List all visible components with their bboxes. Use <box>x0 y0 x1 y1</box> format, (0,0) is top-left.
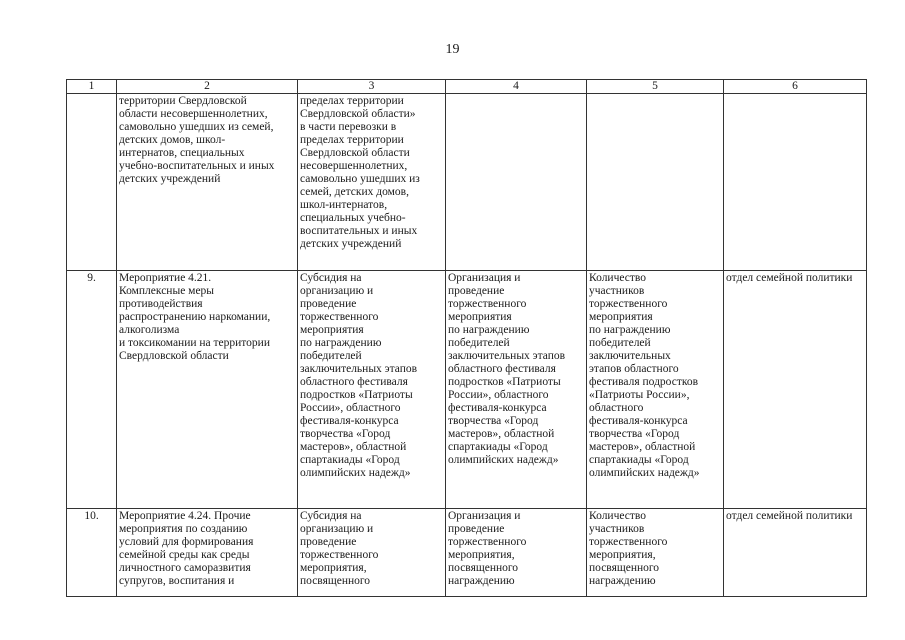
responsible-cell <box>724 271 867 509</box>
table-row <box>67 509 867 597</box>
measure-name: территории Свердловской области несовершеннолетних, самовольно ушедших из семей, детских домов, школ- интернатов, специальных учебно-воспитательных и иных детских учреждений <box>119 95 275 185</box>
header-col-4: 4 <box>446 80 587 94</box>
subsidy-cell <box>298 271 446 509</box>
responsible-cell <box>724 94 867 271</box>
measure-name-cell <box>117 509 298 597</box>
table-row <box>67 271 867 509</box>
responsible-text: отдел семейной политики <box>726 510 853 522</box>
subsidy-cell <box>298 509 446 597</box>
measure-name-cell <box>117 271 298 509</box>
subsidy-text: Субсидия на организацию и проведение торжественного мероприятия, посвященного <box>300 510 379 587</box>
table-row <box>67 94 867 271</box>
header-row <box>67 80 867 94</box>
measure-name: Мероприятие 4.21. Комплексные меры противодействия распространению наркомании, алкоголизма и токсикомании на территории Свердловской области <box>119 272 271 362</box>
header-col-1: 1 <box>67 80 117 94</box>
header-col-3: 3 <box>298 80 446 94</box>
activity-cell <box>446 271 587 509</box>
indicator-text: Количество участников торжественного мероприятия, посвященного награждению <box>589 510 668 587</box>
indicator-cell <box>587 94 724 271</box>
row-number: 9. <box>67 271 117 509</box>
subsidy-text: Субсидия на организацию и проведение торжественного мероприятия по награждению победителей заключительных этапов областного фестиваля подростков «Патриоты России», областного фестиваля-конкурса творчества «Город мастеров», областной спартакиады «Город олимпийских надежд» <box>300 272 418 479</box>
indicator-cell <box>587 509 724 597</box>
measures-table <box>66 79 867 597</box>
header-col-5: 5 <box>587 80 724 94</box>
header-col-2: 2 <box>117 80 298 94</box>
activity-cell <box>446 94 587 271</box>
measure-name: Мероприятие 4.24. Прочие мероприятия по созданию условий для формирования семейной среды как среды личностного саморазвития супругов, воспитания и <box>119 510 254 587</box>
subsidy-cell <box>298 94 446 271</box>
indicator-cell <box>587 271 724 509</box>
activity-text: Организация и проведение торжественного мероприятия, посвященного награждению <box>448 510 527 587</box>
page-number: 19 <box>445 42 460 57</box>
header-col-6: 6 <box>724 80 867 94</box>
row-number <box>67 94 117 271</box>
measure-name-cell <box>117 94 298 271</box>
responsible-text: отдел семейной политики <box>726 272 853 284</box>
activity-cell <box>446 509 587 597</box>
indicator-text: Количество участников торжественного мероприятия по награждению победителей заключительных этапов областного фестиваля подростков «Патриоты России», областного фестиваля-конкурса творчества «Город мастеров», областной спартакиады «Город олимпийских надежд» <box>589 272 700 479</box>
row-number: 10. <box>67 509 117 597</box>
responsible-cell <box>724 509 867 597</box>
activity-text: Организация и проведение торжественного мероприятия по награждению победителей заключительных этапов областного фестиваля подростков «Патриоты России», областного фестиваля-конкурса творчества «Город мастеров», областной спартакиады «Город олимпийских надежд» <box>448 272 566 466</box>
subsidy-text: пределах территории Свердловской области» в части перевозки в пределах территории Свердловской области несовершеннолетних, самовольно ушедших из семей, детских домов, школ-интернатов, специальных учебно- воспитательных и иных детских учреждений <box>300 95 420 250</box>
